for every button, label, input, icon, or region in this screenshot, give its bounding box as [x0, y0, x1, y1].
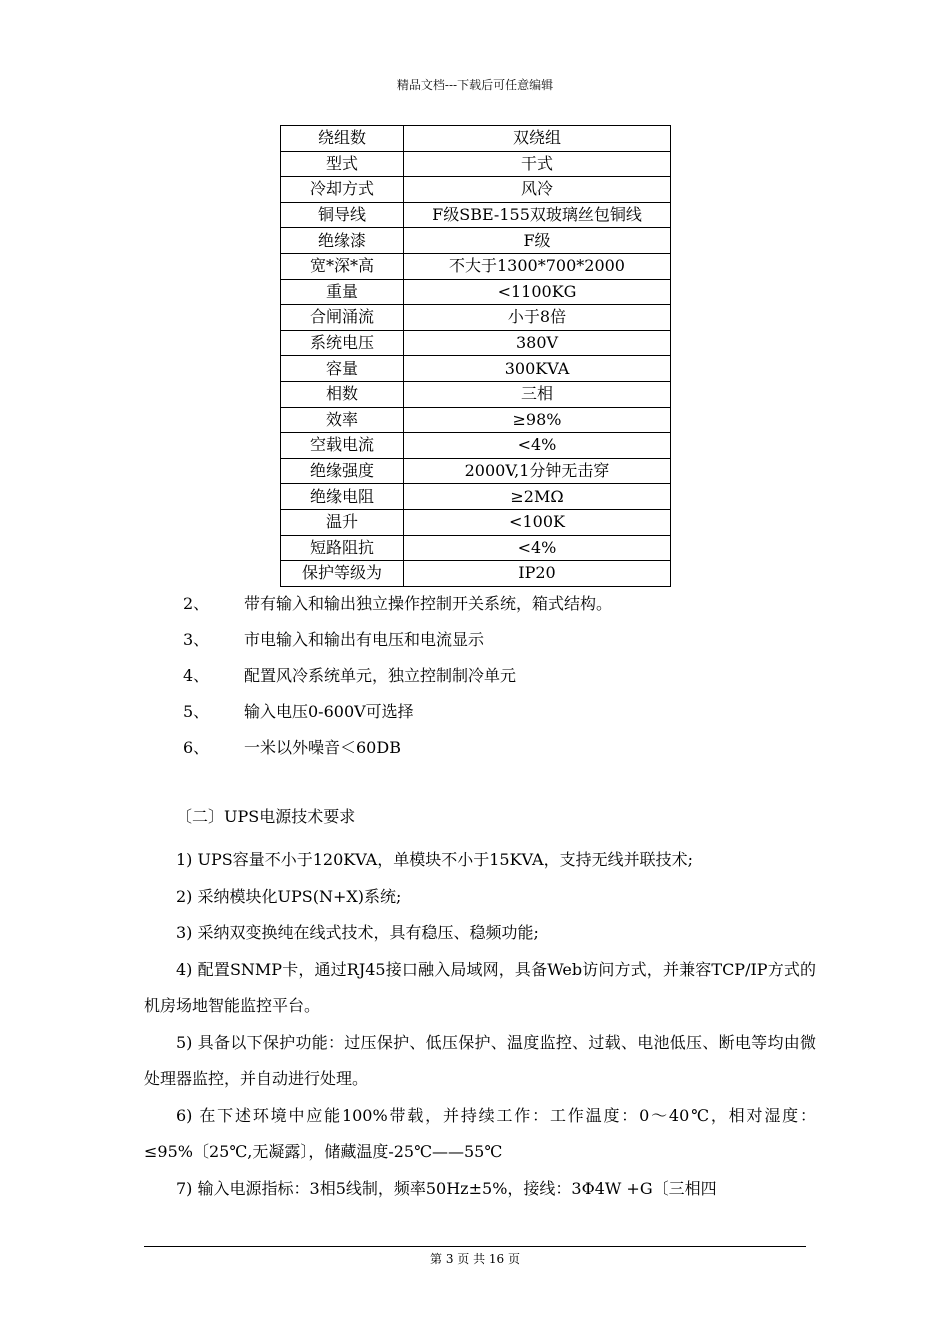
table-row	[281, 433, 671, 459]
spec-key-cell: 绕组数	[281, 126, 404, 152]
numbered-items	[183, 592, 612, 772]
spec-value-cell: F级	[404, 228, 671, 254]
spec-value-cell: <4%	[404, 433, 671, 459]
spec-key-cell: 保护等级为	[281, 561, 404, 587]
spec-key-cell: 型式	[281, 151, 404, 177]
table-row	[281, 305, 671, 331]
list-item-number: 5、	[183, 702, 210, 721]
spec-key-cell: 短路阻抗	[281, 535, 404, 561]
spec-key-cell: 相数	[281, 381, 404, 407]
spec-key-cell: 铜导线	[281, 202, 404, 228]
table-row	[281, 279, 671, 305]
spec-key-cell: 空载电流	[281, 433, 404, 459]
list-item-text: 输入电压0-600V可选择	[244, 702, 414, 721]
list-item	[183, 592, 612, 628]
spec-key-cell: 容量	[281, 356, 404, 382]
requirement-paragraph: 3) 采纳双变换纯在线式技术，具有稳压、稳频功能;	[176, 923, 539, 942]
list-item-text: 带有输入和输出独立操作控制开关系统，箱式结构。	[244, 594, 613, 613]
requirements-list	[144, 842, 816, 1207]
spec-key-cell: 宽*深*高	[281, 253, 404, 279]
table-row	[281, 484, 671, 510]
list-item-text: 配置风冷系统单元，独立控制制冷单元	[244, 666, 517, 685]
list-item	[183, 736, 612, 772]
list-item	[183, 700, 612, 736]
table-row	[281, 177, 671, 203]
spec-key-cell: 绝缘漆	[281, 228, 404, 254]
table-row	[281, 381, 671, 407]
table-row	[281, 407, 671, 433]
table-row	[281, 228, 671, 254]
spec-value-cell: 300KVA	[404, 356, 671, 382]
spec-value-cell: IP20	[404, 561, 671, 587]
table-row	[281, 253, 671, 279]
page-footer: 第 3 页 共 16 页	[430, 1252, 520, 1266]
requirement-paragraph: 7) 输入电源指标：3相5线制，频率50Hz±5%，接线：3Φ4W +G〔三相四	[176, 1178, 717, 1198]
list-item-number: 4、	[183, 666, 210, 685]
spec-value-cell: 不大于1300*700*2000	[404, 253, 671, 279]
list-item-number: 2、	[183, 594, 210, 613]
list-item-text: 一米以外噪音＜60DB	[244, 738, 401, 757]
spec-value-cell: <1100KG	[404, 279, 671, 305]
requirement-paragraph: 5) 具备以下保护功能：过压保护、低压保护、温度监控、过载、电池低压、断电等均由微处理器监控，并自动进行处理。	[144, 1032, 816, 1088]
spec-value-cell: 干式	[404, 151, 671, 177]
requirement-paragraph: 1) UPS容量不小于120KVA，单模块不小于15KVA，支持无线并联技术;	[176, 850, 693, 869]
spec-value-cell: F级SBE-155双玻璃丝包铜线	[404, 202, 671, 228]
spec-key-cell: 效率	[281, 407, 404, 433]
spec-key-cell: 绝缘强度	[281, 458, 404, 484]
spec-value-cell: 风冷	[404, 177, 671, 203]
spec-key-cell: 绝缘电阻	[281, 484, 404, 510]
list-item-number: 6、	[183, 738, 210, 757]
spec-table	[280, 125, 671, 587]
table-row	[281, 458, 671, 484]
list-item-text: 市电输入和输出有电压和电流显示	[244, 630, 485, 649]
table-row	[281, 126, 671, 152]
page-header: 精品文档---下载后可任意编辑	[396, 78, 554, 92]
table-row	[281, 561, 671, 587]
spec-table-body	[281, 126, 671, 587]
table-row	[281, 151, 671, 177]
requirement-paragraph: 2) 采纳模块化UPS(N+X)系统;	[176, 886, 402, 906]
spec-value-cell: ≥98%	[404, 407, 671, 433]
table-row	[281, 535, 671, 561]
section-title: 〔二〕UPS电源技术要求	[176, 807, 356, 826]
spec-value-cell: 380V	[404, 330, 671, 356]
table-row	[281, 202, 671, 228]
spec-key-cell: 冷却方式	[281, 177, 404, 203]
list-item	[183, 664, 612, 700]
spec-value-cell: <4%	[404, 535, 671, 561]
spec-key-cell: 系统电压	[281, 330, 404, 356]
spec-key-cell: 重量	[281, 279, 404, 305]
table-row	[281, 509, 671, 535]
spec-key-cell: 温升	[281, 509, 404, 535]
list-item	[183, 628, 612, 664]
list-item-number: 3、	[183, 630, 210, 649]
table-row	[281, 356, 671, 382]
footer-divider	[144, 1246, 806, 1247]
spec-value-cell: <100K	[404, 509, 671, 535]
spec-value-cell: 小于8倍	[404, 305, 671, 331]
spec-value-cell: ≥2MΩ	[404, 484, 671, 510]
requirement-paragraph: 6) 在下述环境中应能100%带载，并持续工作：工作温度：0～40℃，相对湿度：≤95%〔25℃,无凝露〕，储藏温度-25℃——55℃	[144, 1105, 816, 1161]
spec-value-cell: 三相	[404, 381, 671, 407]
spec-value-cell: 双绕组	[404, 126, 671, 152]
spec-value-cell: 2000V,1分钟无击穿	[404, 458, 671, 484]
spec-key-cell: 合闸涌流	[281, 305, 404, 331]
requirement-paragraph: 4) 配置SNMP卡，通过RJ45接口融入局域网，具备Web访问方式，并兼容TCP/IP方式的机房场地智能监控平台。	[144, 959, 816, 1015]
table-row	[281, 330, 671, 356]
